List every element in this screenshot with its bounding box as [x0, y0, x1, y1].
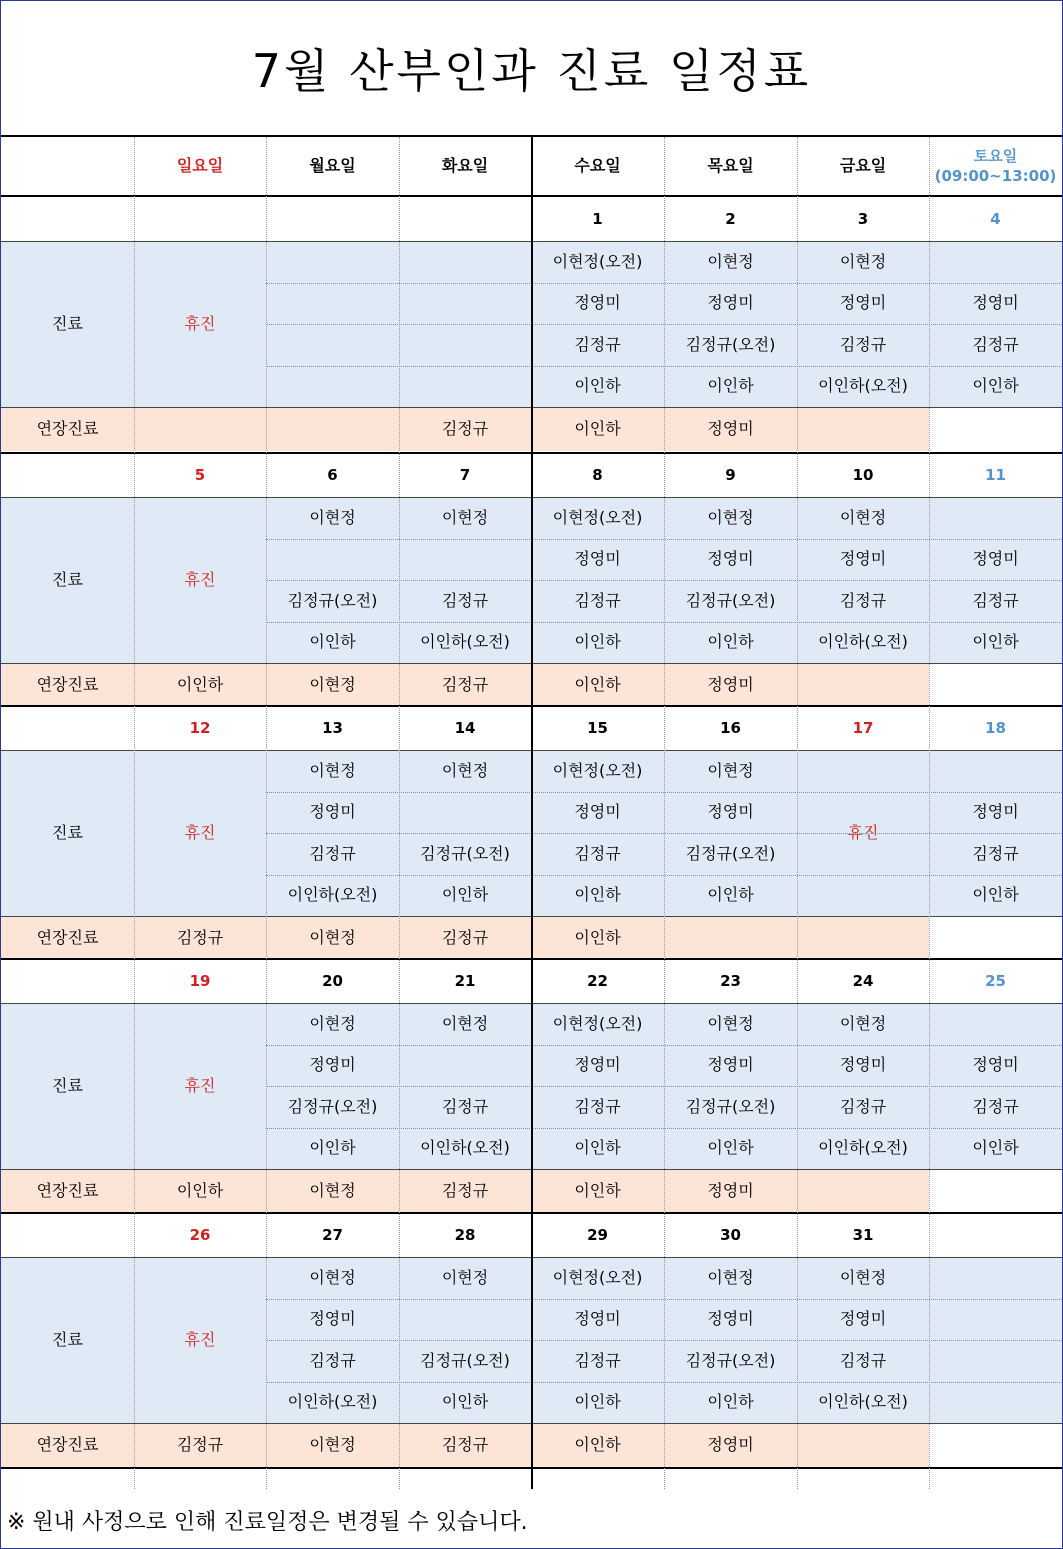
date-cell: 19	[189, 971, 211, 990]
doctor-slot: 이인하	[266, 622, 399, 664]
date-row-label	[1, 1213, 134, 1257]
doctor-slot: 이인하(오전)	[399, 1128, 531, 1170]
date-cell: 1	[592, 209, 603, 228]
doctor-slot: 이인하(오전)	[399, 622, 531, 664]
date-row-label	[1, 197, 134, 241]
date-cell: 13	[322, 718, 343, 737]
doctor-slot	[266, 324, 399, 366]
doctor-slot: 이현정	[664, 241, 797, 283]
extended-slot: 김정규	[399, 663, 531, 707]
date-cell	[134, 197, 266, 241]
date-cell: 27	[322, 1225, 343, 1244]
extended-slot: 이현정	[266, 1169, 399, 1213]
doctor-slot: 김정규(오전)	[664, 1086, 797, 1128]
extended-slot: 이현정	[266, 916, 399, 960]
clinic-label: 진료	[1, 1257, 134, 1423]
doctor-slot: 김정규	[929, 580, 1062, 622]
header-blank	[1, 137, 134, 195]
doctor-slot: 이인하(오전)	[797, 1382, 929, 1424]
doctor-slot: 정영미	[664, 792, 797, 834]
doctor-slot: 이현정	[399, 1003, 531, 1045]
doctor-slot: 이인하	[664, 1128, 797, 1170]
date-cell: 20	[322, 971, 343, 990]
date-cell: 17	[852, 718, 874, 737]
doctor-slot: 김정규	[399, 580, 531, 622]
grid-line	[531, 137, 533, 1489]
extended-label: 연장진료	[1, 1169, 134, 1213]
doctor-slot: 김정규(오전)	[266, 1086, 399, 1128]
date-cell	[399, 197, 531, 241]
extended-label: 연장진료	[1, 663, 134, 707]
doctor-slot: 김정규(오전)	[664, 580, 797, 622]
doctor-slot	[929, 1299, 1062, 1341]
doctor-slot: 정영미	[531, 1045, 664, 1087]
doctor-slot: 이인하	[266, 1128, 399, 1170]
day-header-saturday	[929, 137, 1062, 195]
date-cell: 8	[592, 465, 603, 484]
doctor-slot: 정영미	[266, 1299, 399, 1341]
doctor-slot: 정영미	[797, 1045, 929, 1087]
date-cell: 26	[189, 1225, 211, 1244]
doctor-slot: 김정규(오전)	[266, 580, 399, 622]
day-header: 월요일	[309, 156, 356, 176]
doctor-slot: 이현정	[797, 497, 929, 539]
doctor-slot	[929, 1340, 1062, 1382]
doctor-slot: 정영미	[664, 1045, 797, 1087]
doctor-slot: 정영미	[531, 1299, 664, 1341]
sunday-closed: 휴진	[134, 241, 266, 407]
date-cell: 30	[720, 1225, 741, 1244]
doctor-slot: 정영미	[531, 792, 664, 834]
grid-line	[797, 137, 798, 1489]
doctor-slot: 이인하	[929, 622, 1062, 664]
day-header: 수요일	[574, 156, 621, 176]
date-cell: 4	[990, 209, 1001, 228]
doctor-slot: 이현정(오전)	[531, 750, 664, 792]
sunday-closed: 휴진	[134, 497, 266, 663]
doctor-slot: 이현정(오전)	[531, 1257, 664, 1299]
grid-line	[399, 137, 400, 1489]
doctor-slot: 김정규(오전)	[664, 833, 797, 875]
date-cell: 23	[720, 971, 741, 990]
date-cell: 31	[852, 1225, 874, 1244]
doctor-slot: 이인하	[664, 366, 797, 408]
saturday-label: 토요일	[973, 146, 1018, 165]
doctor-slot: 김정규	[797, 1086, 929, 1128]
date-cell: 9	[725, 465, 736, 484]
doctor-slot: 이현정	[797, 1003, 929, 1045]
doctor-slot: 김정규	[531, 324, 664, 366]
doctor-slot	[399, 366, 531, 408]
doctor-slot: 김정규(오전)	[399, 833, 531, 875]
date-cell: 3	[857, 209, 869, 228]
extended-slot: 이인하	[531, 1169, 664, 1213]
doctor-slot	[929, 241, 1062, 283]
date-cell: 29	[587, 1225, 608, 1244]
doctor-slot: 김정규	[797, 324, 929, 366]
extended-slot	[664, 916, 797, 960]
extended-slot: 이인하	[531, 407, 664, 451]
doctor-slot: 정영미	[266, 1045, 399, 1087]
doctor-slot: 김정규	[531, 833, 664, 875]
extended-slot: 김정규	[134, 1423, 266, 1467]
doctor-slot: 이현정	[664, 1003, 797, 1045]
extended-slot: 정영미	[664, 407, 797, 451]
doctor-slot: 정영미	[664, 539, 797, 581]
extended-slot: 김정규	[134, 916, 266, 960]
date-cell: 15	[587, 718, 608, 737]
date-cell: 24	[852, 971, 874, 990]
extended-slot	[266, 407, 399, 451]
doctor-slot	[929, 1382, 1062, 1424]
doctor-slot: 이현정(오전)	[531, 241, 664, 283]
extended-slot: 김정규	[399, 1423, 531, 1467]
friday-closed: 휴진	[797, 750, 929, 916]
extended-label: 연장진료	[1, 1423, 134, 1467]
doctor-slot	[266, 366, 399, 408]
doctor-slot: 김정규	[797, 580, 929, 622]
sunday-closed: 휴진	[134, 750, 266, 916]
doctor-slot	[399, 792, 531, 834]
doctor-slot: 정영미	[929, 1045, 1062, 1087]
doctor-slot	[399, 1299, 531, 1341]
doctor-slot: 이인하(오전)	[797, 1128, 929, 1170]
saturday-hours: (09:00~13:00)	[934, 167, 1057, 185]
doctor-slot: 이현정	[797, 241, 929, 283]
extended-slot: 이인하	[531, 663, 664, 707]
date-row-label	[1, 706, 134, 750]
sunday-closed: 휴진	[134, 1257, 266, 1423]
date-cell: 22	[587, 971, 608, 990]
extended-slot	[797, 663, 929, 707]
date-cell: 2	[725, 209, 736, 228]
extended-slot: 정영미	[664, 663, 797, 707]
doctor-slot: 이현정	[664, 497, 797, 539]
doctor-slot: 이현정(오전)	[531, 497, 664, 539]
doctor-slot: 이현정	[399, 497, 531, 539]
date-cell	[266, 197, 399, 241]
date-cell: 14	[454, 718, 476, 737]
doctor-slot	[266, 539, 399, 581]
date-cell: 7	[459, 465, 471, 484]
extended-slot: 이현정	[266, 663, 399, 707]
extended-slot: 정영미	[664, 1423, 797, 1467]
doctor-slot: 김정규	[399, 1086, 531, 1128]
doctor-slot: 이현정	[797, 1257, 929, 1299]
date-cell	[929, 1213, 1062, 1257]
extended-slot: 이인하	[134, 1169, 266, 1213]
doctor-slot: 김정규(오전)	[664, 324, 797, 366]
extended-slot	[797, 1169, 929, 1213]
doctor-slot: 김정규	[531, 1340, 664, 1382]
doctor-slot: 김정규	[266, 833, 399, 875]
grid-line	[664, 137, 665, 1489]
doctor-slot: 정영미	[797, 283, 929, 325]
date-cell: 25	[985, 971, 1006, 990]
extended-slot: 정영미	[664, 1169, 797, 1213]
doctor-slot	[266, 241, 399, 283]
date-cell: 6	[327, 465, 338, 484]
extended-slot: 김정규	[399, 1169, 531, 1213]
doctor-slot: 이인하(오전)	[266, 875, 399, 917]
doctor-slot: 이인하	[929, 366, 1062, 408]
doctor-slot: 이현정	[399, 750, 531, 792]
doctor-slot: 이인하	[531, 875, 664, 917]
footer-note: ※ 원내 사정으로 인해 진료일정은 변경될 수 있습니다.	[7, 1510, 528, 1535]
doctor-slot: 김정규	[531, 1086, 664, 1128]
extended-slot: 이인하	[134, 663, 266, 707]
doctor-slot: 정영미	[531, 539, 664, 581]
doctor-slot: 이인하	[929, 875, 1062, 917]
doctor-slot: 정영미	[664, 1299, 797, 1341]
doctor-slot: 이현정(오전)	[531, 1003, 664, 1045]
date-cell: 11	[985, 465, 1006, 484]
extended-slot	[797, 1423, 929, 1467]
date-cell: 21	[454, 971, 476, 990]
day-header: 목요일	[707, 156, 754, 176]
doctor-slot	[929, 1003, 1062, 1045]
sunday-closed: 휴진	[134, 1003, 266, 1169]
doctor-slot: 이인하	[531, 1382, 664, 1424]
doctor-slot: 이현정	[266, 497, 399, 539]
doctor-slot: 이인하(오전)	[266, 1382, 399, 1424]
date-cell: 10	[852, 465, 874, 484]
doctor-slot: 이인하	[531, 622, 664, 664]
doctor-slot	[399, 241, 531, 283]
extended-slot: 이인하	[531, 916, 664, 960]
date-cell: 12	[189, 718, 211, 737]
doctor-slot	[399, 539, 531, 581]
doctor-slot	[399, 324, 531, 366]
doctor-slot: 정영미	[664, 283, 797, 325]
doctor-slot: 김정규(오전)	[664, 1340, 797, 1382]
date-cell: 5	[194, 465, 206, 484]
doctor-slot: 이현정	[266, 750, 399, 792]
doctor-slot	[399, 283, 531, 325]
doctor-slot: 정영미	[531, 283, 664, 325]
doctor-slot: 이현정	[266, 1257, 399, 1299]
doctor-slot: 이현정	[266, 1003, 399, 1045]
doctor-slot: 이인하	[929, 1128, 1062, 1170]
doctor-slot: 이인하	[664, 875, 797, 917]
doctor-slot: 정영미	[266, 792, 399, 834]
doctor-slot: 김정규	[929, 324, 1062, 366]
doctor-slot: 정영미	[929, 283, 1062, 325]
doctor-slot: 이인하(오전)	[797, 366, 929, 408]
doctor-slot: 김정규(오전)	[399, 1340, 531, 1382]
extended-slot	[797, 916, 929, 960]
clinic-label: 진료	[1, 241, 134, 407]
date-row-label	[1, 959, 134, 1003]
grid-line	[134, 137, 135, 1489]
doctor-slot: 김정규	[266, 1340, 399, 1382]
clinic-label: 진료	[1, 497, 134, 663]
doctor-slot: 이현정	[664, 1257, 797, 1299]
clinic-label: 진료	[1, 750, 134, 916]
doctor-slot: 김정규	[531, 580, 664, 622]
doctor-slot: 정영미	[929, 539, 1062, 581]
grid-line	[266, 137, 267, 1489]
extended-slot	[797, 407, 929, 451]
extended-slot: 김정규	[399, 916, 531, 960]
doctor-slot: 이인하	[399, 1382, 531, 1424]
extended-slot	[134, 407, 266, 451]
doctor-slot: 이현정	[399, 1257, 531, 1299]
doctor-slot	[929, 1257, 1062, 1299]
doctor-slot	[929, 750, 1062, 792]
extended-label: 연장진료	[1, 407, 134, 451]
doctor-slot: 이인하	[664, 622, 797, 664]
doctor-slot: 이인하(오전)	[797, 622, 929, 664]
doctor-slot: 정영미	[797, 1299, 929, 1341]
date-cell: 28	[454, 1225, 476, 1244]
doctor-slot: 이인하	[531, 366, 664, 408]
day-header: 화요일	[441, 156, 489, 176]
doctor-slot: 김정규	[929, 1086, 1062, 1128]
doctor-slot	[929, 497, 1062, 539]
doctor-slot: 김정규	[797, 1340, 929, 1382]
grid-line	[929, 137, 930, 1489]
doctor-slot: 정영미	[797, 539, 929, 581]
day-header: 일요일	[176, 156, 224, 176]
doctor-slot: 이인하	[399, 875, 531, 917]
page-title: 7월 산부인과 진료 일정표	[1, 1, 1062, 137]
doctor-slot: 이인하	[531, 1128, 664, 1170]
extended-slot: 이인하	[531, 1423, 664, 1467]
doctor-slot: 이인하	[664, 1382, 797, 1424]
extended-slot: 김정규	[399, 407, 531, 451]
doctor-slot: 이현정	[664, 750, 797, 792]
doctor-slot	[399, 1045, 531, 1087]
extended-label: 연장진료	[1, 916, 134, 960]
extended-slot: 이현정	[266, 1423, 399, 1467]
doctor-slot	[266, 283, 399, 325]
date-cell: 16	[720, 718, 741, 737]
clinic-label: 진료	[1, 1003, 134, 1169]
doctor-slot: 김정규	[929, 833, 1062, 875]
doctor-slot: 정영미	[929, 792, 1062, 834]
day-header: 금요일	[839, 156, 887, 176]
date-cell: 18	[985, 718, 1006, 737]
date-row-label	[1, 453, 134, 497]
